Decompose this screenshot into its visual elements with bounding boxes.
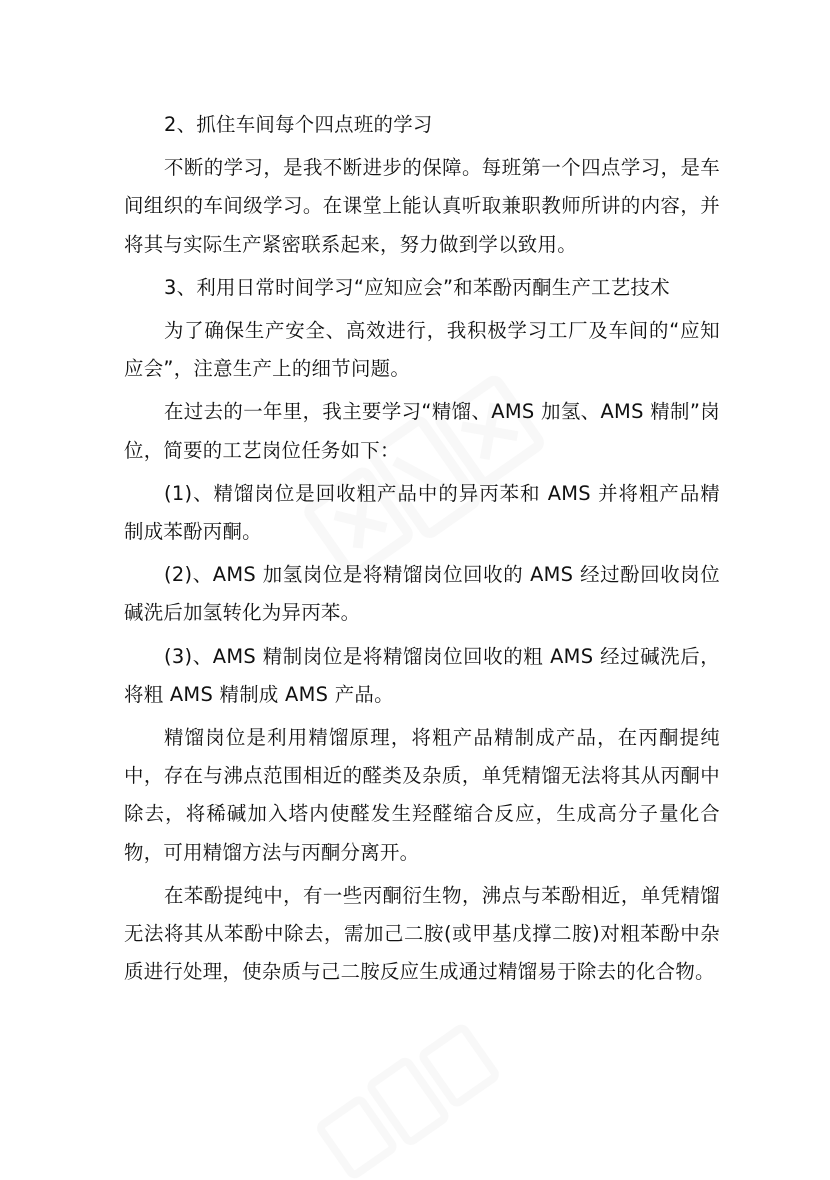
- list-item-distillation: (1)、精馏岗位是回收粗产品中的异丙苯和 AMS 并将粗产品精制成苯酚丙酮。: [124, 481, 720, 544]
- paragraph-safety-learning: 为了确保生产安全、高效进行，我积极学习工厂及车间的“应知应会”，注意生产上的细节问题。: [124, 319, 720, 381]
- paragraph-phenol-purification: 在苯酚提纯中，有一些丙酮衍生物，沸点与苯酚相近，单凭精馏无法将其从苯酚中除去，需加己二胺(或甲基戊撑二胺)对粗苯酚中杂质进行处理，使杂质与己二胺反应生成通过精馏易于除去的化合物。: [124, 883, 720, 984]
- paragraph-study-importance: 不断的学习，是我不断进步的保障。每班第一个四点学习，是车间组织的车间级学习。在课堂上能认真听取兼职教师所讲的内容，并将其与实际生产紧密联系起来，努力做到学以致用。: [124, 156, 720, 256]
- paragraph-acetone-purification: 精馏岗位是利用精馏原理，将粗产品精制成产品，在丙酮提纯中，存在与沸点范围相近的醛类及杂质，单凭精馏无法将其从丙酮中除去，将稀碱加入塔内使醛发生羟醛缩合反应，生成高分子量化合物，可用精馏方法与丙酮分离开。: [124, 726, 720, 864]
- watermark-logo-bottom: [300, 1020, 520, 1180]
- list-item-ams-refining: (3)、AMS 精制岗位是将精馏岗位回收的粗 AMS 经过碱洗后，将粗 AMS 精制成 AMS 产品。: [124, 644, 720, 706]
- list-item-ams-hydrogenation: (2)、AMS 加氢岗位是将精馏岗位回收的 AMS 经过酚回收岗位碱洗后加氢转化为异丙苯。: [124, 563, 720, 625]
- section-heading-2: 2、抓住车间每个四点班的学习: [164, 113, 433, 136]
- document-body: [124, 106, 720, 996]
- section-heading-3: 3、利用日常时间学习“应知应会”和苯酚丙酮生产工艺技术: [164, 275, 670, 299]
- paragraph-positions-intro: 在过去的一年里，我主要学习“精馏、AMS 加氢、AMS 精制”岗位，简要的工艺岗位任务如下：: [124, 400, 720, 462]
